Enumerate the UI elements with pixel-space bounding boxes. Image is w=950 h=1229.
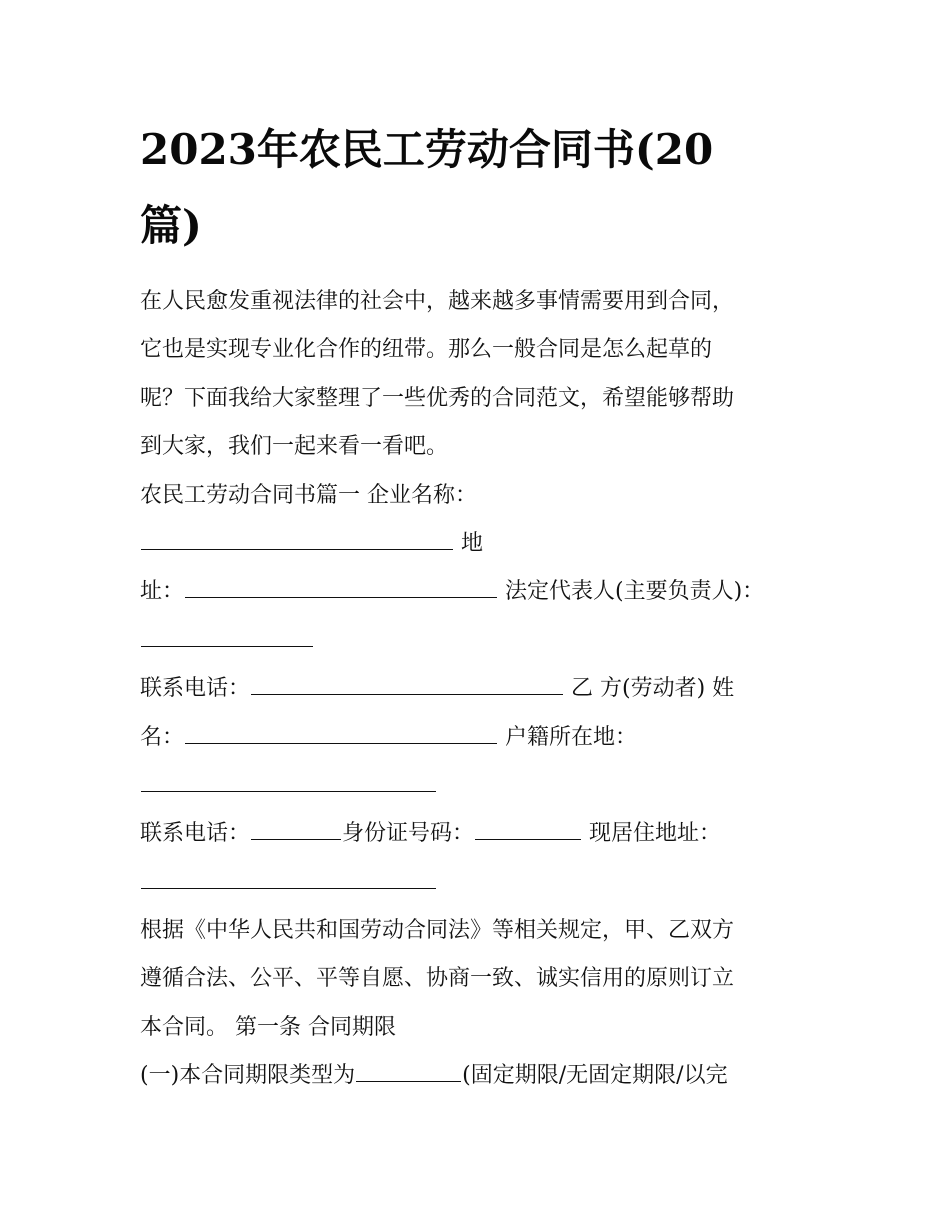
intro-line-1: 在人民愈发重视法律的社会中，越来越多事情需要用到合同，	[140, 289, 735, 314]
phone-a-label: 联系电话：	[140, 676, 251, 702]
name-line	[140, 714, 820, 762]
intro-line-4: 到大家，我们一起来看一看吧。	[140, 434, 449, 460]
phone-b-blank	[251, 821, 341, 840]
intro-line-2: 它也是实现专业化合作的纽带。那么一般合同是怎么起草的	[140, 337, 713, 363]
company-name-blank	[141, 531, 453, 550]
legal-rep-line	[140, 617, 820, 665]
phone-b-label: 联系电话：	[140, 821, 251, 847]
legal-line-1: 根据《中华人民共和国劳动合同法》等相关规定，甲、乙双方	[140, 918, 735, 944]
household-blank	[141, 773, 436, 792]
id-label: 身份证号码：	[342, 821, 475, 847]
name-label: 名：	[140, 724, 185, 750]
address-line	[140, 568, 820, 616]
current-address-label: 现居住地址：	[589, 821, 722, 847]
household-line	[140, 762, 820, 810]
document-title	[140, 112, 820, 264]
party-b-label: 乙 方(劳动者) 姓	[571, 676, 735, 702]
term-suffix: (固定期限/无固定期限/以完	[462, 1063, 728, 1089]
name-blank	[185, 725, 497, 744]
legal-line-2: 遵循合法、公平、平等自愿、协商一致、诚实信用的原则订立	[140, 966, 735, 992]
title-line-2: 篇)	[140, 201, 202, 250]
phone-b-line	[140, 810, 820, 858]
current-address-blank	[141, 870, 436, 889]
legal-rep-blank	[141, 628, 313, 647]
id-blank	[475, 821, 581, 840]
document-body	[140, 278, 820, 1101]
title-line-1: 2023年农民工劳动合同书(20	[140, 125, 714, 174]
phone-a-line	[140, 665, 820, 713]
term-blank	[356, 1063, 461, 1082]
address-blank	[185, 579, 497, 598]
section-heading: 农民工劳动合同书篇一 企业名称：	[140, 482, 477, 508]
intro-line-3: 呢？下面我给大家整理了一些优秀的合同范文，希望能够帮助	[140, 385, 735, 411]
term-prefix: (一)本合同期限类型为	[140, 1063, 356, 1089]
household-label: 户籍所在地：	[505, 724, 638, 750]
address-label-start: 地	[461, 530, 484, 556]
company-name-line	[140, 520, 820, 568]
term-line	[140, 1052, 820, 1100]
current-address-line	[140, 859, 820, 907]
phone-a-blank	[251, 676, 563, 695]
address-label-end: 址：	[140, 579, 185, 605]
legal-rep-label: 法定代表人(主要负责人)：	[505, 579, 765, 605]
legal-line-3: 本合同。 第一条 合同期限	[140, 1014, 396, 1040]
